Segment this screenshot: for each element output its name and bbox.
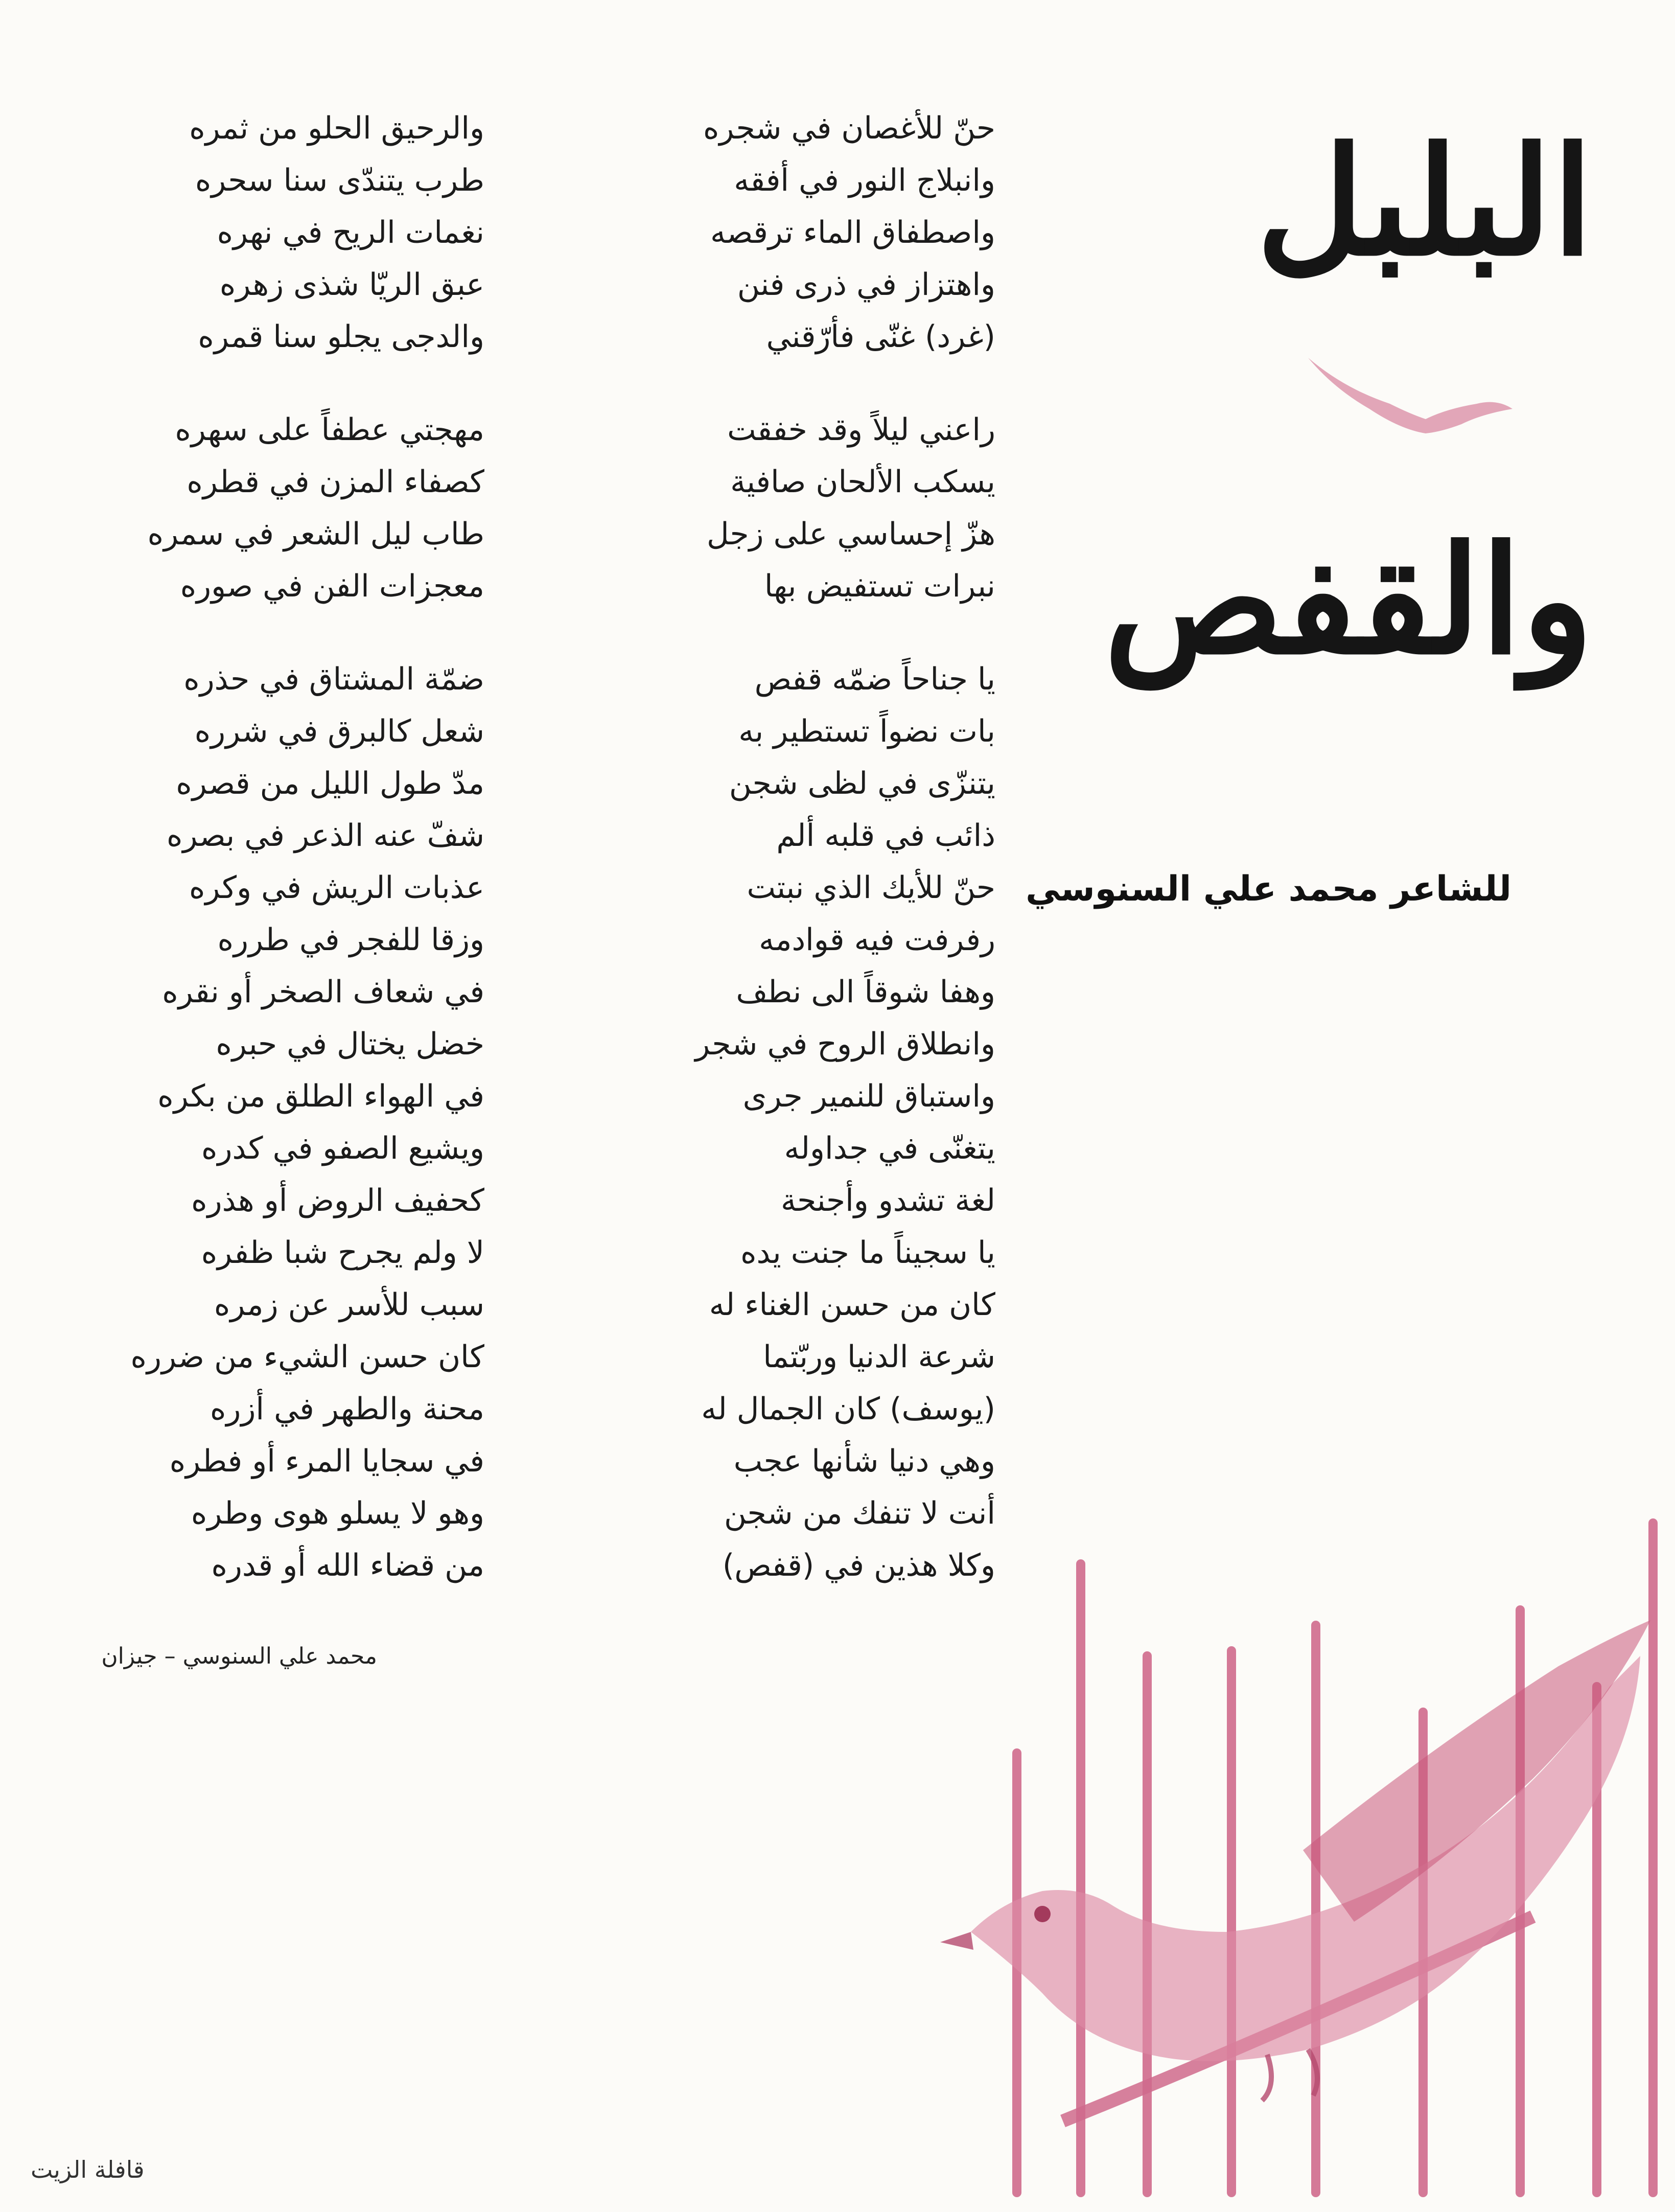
poem-verse: راعني ليلاً وقد خفقت	[727, 412, 995, 448]
poem-verse: من قضاء الله أو قدره	[211, 1548, 484, 1583]
poem-verse: يتنزّى في لظى شجن	[729, 766, 995, 801]
poem-verse: مهجتي عطفاً على سهره	[175, 412, 484, 448]
poem-verse: واهتزاز في ذرى فنن	[737, 267, 995, 303]
poem-verse: ذائب في قلبه ألم	[776, 818, 995, 854]
poem-verse: وهفا شوقاً الى نطف	[736, 974, 995, 1010]
stanza-gap	[668, 363, 995, 404]
poem-verse: حنّ للأيك الذي نبتت	[747, 870, 995, 906]
bird-eye	[1034, 1906, 1051, 1922]
poem-verse: بات نضواً تستطير به	[738, 713, 995, 749]
poem-verse: عذبات الريش في وكره	[189, 870, 484, 906]
poem-verse: كان من حسن الغناء له	[709, 1287, 995, 1323]
poem-verse: وانبلاج النور في أفقه	[734, 163, 995, 198]
poem-verse: يسكب الألحان صافية	[730, 464, 995, 500]
poem-verse: ضمّة المشتاق في حذره	[183, 661, 484, 697]
poem-verse: (غرد) غنّى فأرّقني	[766, 319, 995, 355]
poem-verse: كان حسن الشيء من ضرره	[130, 1339, 484, 1375]
poem-verse: لغة تشدو وأجنحة	[781, 1183, 995, 1218]
poem-verse: والرحيق الحلو من ثمره	[189, 110, 484, 146]
signature: محمد علي السنوسي – جيزان	[101, 1643, 377, 1669]
stanza-gap	[117, 612, 484, 653]
poem-verse: شعل كالبرق في شرره	[194, 713, 484, 749]
poem-verse: يا سجيناً ما جنت يده	[740, 1235, 995, 1271]
poem-verse: شفّ عنه الذعر في بصره	[166, 818, 484, 854]
poem-verse: والدجى يجلو سنا قمره	[198, 319, 484, 355]
poem-column-right	[668, 102, 995, 1592]
poem-verse: رفرفت فيه قوادمه	[759, 922, 995, 958]
poem-verse: خضل يختال في حبره	[216, 1026, 484, 1062]
poem-verse: محنة والطهر في أزره	[210, 1391, 484, 1427]
poem-verse: وهو لا يسلو هوى وطره	[191, 1495, 484, 1531]
magazine-footer: قافلة الزيت	[31, 2156, 145, 2183]
poem-verse: في الهواء الطلق من بكره	[157, 1078, 484, 1114]
poem-verse: كصفاء المزن في قطره	[187, 464, 484, 500]
poem-verse: وانطلاق الروح في شجر	[695, 1026, 995, 1062]
poem-verse: في شعاف الصخر أو نقره	[162, 974, 484, 1010]
poem-verse: لا ولم يجرح شبا ظفره	[201, 1235, 484, 1271]
poem-verse: واصطفاق الماء ترقصه	[710, 215, 995, 250]
poem-verse: طرب يتندّى سنا سحره	[195, 163, 484, 198]
page-title-line-2: والقفص	[1104, 514, 1593, 687]
poem-verse: أنت لا تنفك من شجن	[724, 1495, 995, 1531]
poem-verse: نبرات تستفيض بها	[764, 568, 995, 604]
author-byline: للشاعر محمد علي السنوسي	[1026, 869, 1511, 909]
poem-verse: يتغنّى في جداوله	[784, 1131, 995, 1166]
poem-verse: وهي دنيا شأنها عجب	[733, 1443, 995, 1479]
poem-verse: حنّ للأغصان في شجره	[703, 110, 995, 146]
poem-verse: معجزات الفن في صوره	[180, 568, 484, 604]
poem-verse: كحفيف الروض أو هذره	[191, 1183, 484, 1218]
stanza-gap	[668, 612, 995, 653]
stanza-gap	[117, 363, 484, 404]
poem-verse: واستباق للنمير جرى	[742, 1078, 995, 1114]
poem-verse: (يوسف) كان الجمال له	[701, 1391, 995, 1427]
flying-bird-icon	[1308, 358, 1513, 433]
poem-verse: مدّ طول الليل من قصره	[176, 766, 484, 801]
poem-verse: وكلا هذين في (قفص)	[722, 1548, 995, 1583]
poem-verse: شرعة الدنيا وربّتما	[763, 1339, 995, 1375]
page-title-line-1: البلبل	[1256, 115, 1593, 289]
poem-verse: سبب للأسر عن زمره	[214, 1287, 484, 1323]
poem-verse: نغمات الريح في نهره	[217, 215, 484, 250]
poem-column-left	[117, 102, 484, 1592]
poem-verse: وزقا للفجر في طرره	[217, 922, 484, 958]
poem-verse: يا جناحاً ضمّه قفص	[754, 661, 995, 697]
poem-verse: طاب ليل الشعر في سمره	[147, 516, 484, 552]
poem-verse: ويشيع الصفو في كدره	[201, 1131, 484, 1166]
poem-verse: عبق الريّا شذى زهره	[219, 267, 484, 303]
poem-verse: في سجايا المرء أو فطره	[169, 1443, 484, 1479]
poem-verse: هزّ إحساسي على زجل	[707, 516, 995, 552]
